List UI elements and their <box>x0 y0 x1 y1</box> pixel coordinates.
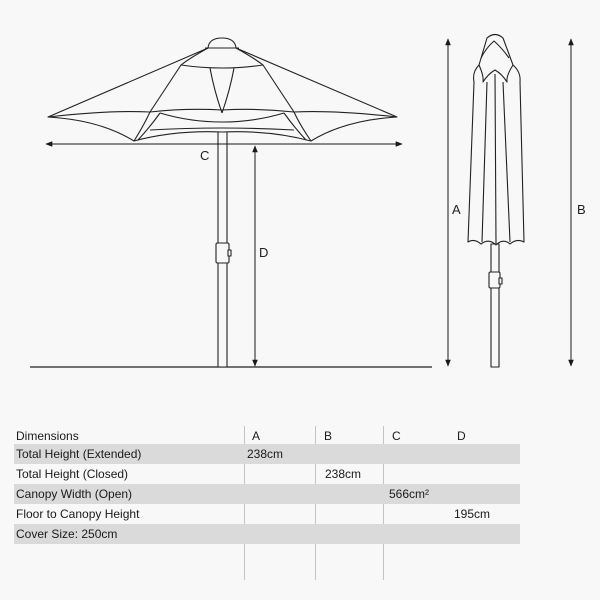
header-a: A <box>252 429 261 443</box>
table-row <box>14 504 520 524</box>
table-row <box>14 524 520 544</box>
row-value-b: 238cm <box>325 467 362 481</box>
open-umbrella-illustration <box>48 38 397 367</box>
dimension-d-label: D <box>259 245 269 260</box>
row-value-c: 566cm² <box>389 487 430 501</box>
closed-umbrella-illustration <box>468 35 524 368</box>
header-d: D <box>457 429 466 443</box>
open-umbrella-vent <box>208 38 236 48</box>
dimension-b-label: B <box>577 202 586 217</box>
dimension-c-label: C <box>200 148 210 163</box>
row-label: Floor to Canopy Height <box>16 507 140 521</box>
table-row <box>14 444 520 464</box>
open-umbrella-pole <box>218 112 227 367</box>
row-label: Cover Size: 250cm <box>16 527 118 541</box>
open-umbrella-crank <box>216 243 229 263</box>
header-b: B <box>324 429 333 443</box>
closed-umbrella-pole <box>491 244 499 367</box>
dimension-a-label: A <box>452 202 461 217</box>
table-row <box>14 464 520 484</box>
header-dimensions: Dimensions <box>16 429 79 443</box>
table-row <box>14 484 520 504</box>
row-value-d: 195cm <box>454 507 491 521</box>
open-umbrella-canopy <box>48 48 397 141</box>
dimensions-table <box>14 426 520 576</box>
row-label: Total Height (Extended) <box>16 447 142 461</box>
row-label: Canopy Width (Open) <box>16 487 133 501</box>
table-header-row <box>14 426 520 446</box>
header-c: C <box>392 429 401 443</box>
closed-umbrella-crank <box>489 272 500 288</box>
row-value-a: 238cm <box>247 447 284 461</box>
row-label: Total Height (Closed) <box>16 467 129 481</box>
